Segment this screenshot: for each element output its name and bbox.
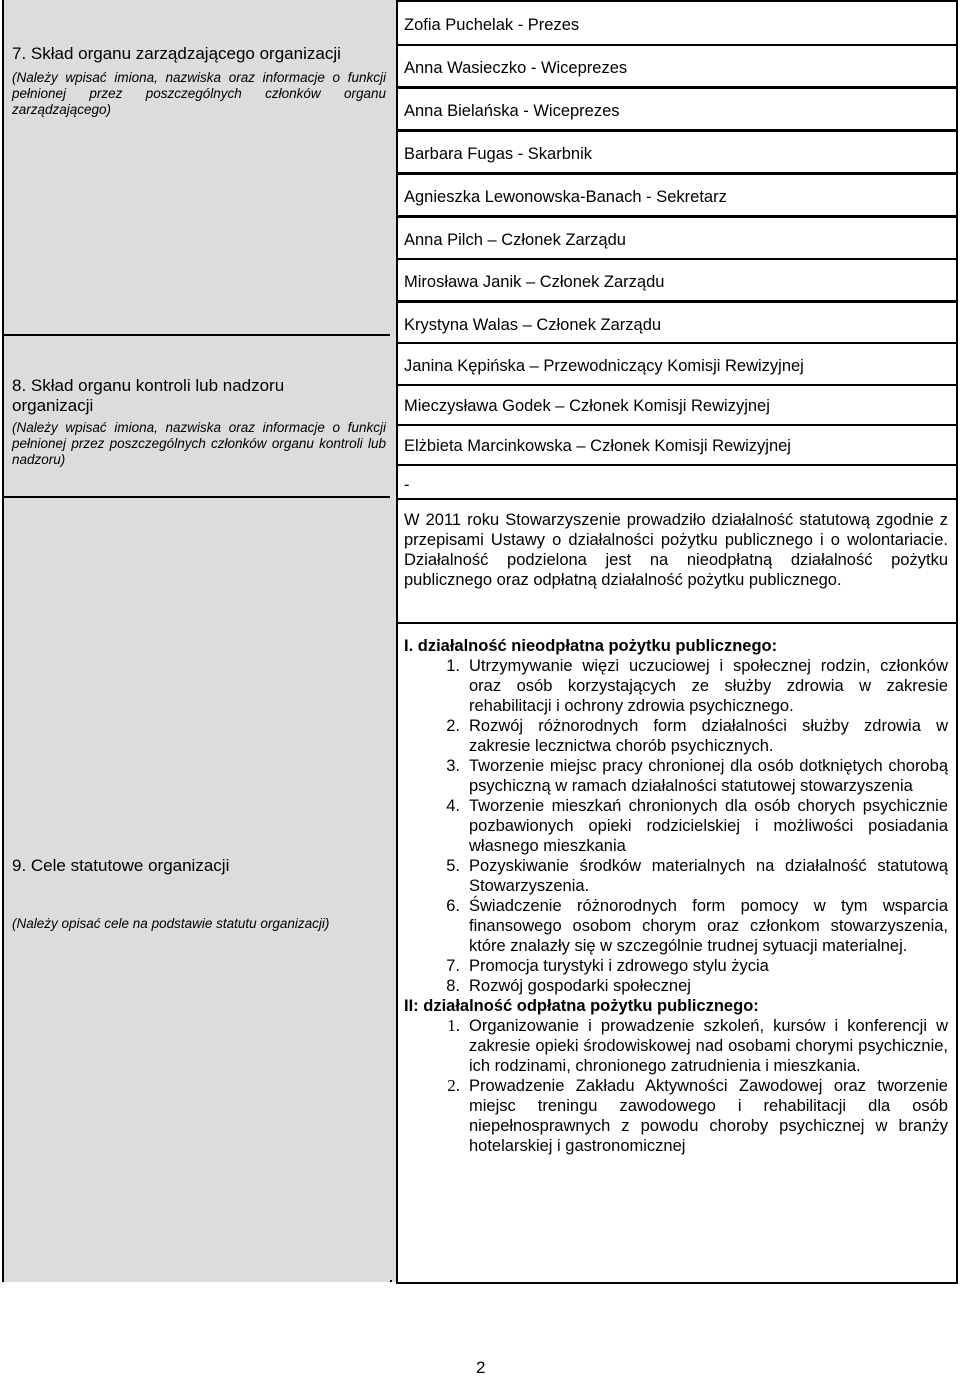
paid-list xyxy=(404,1016,948,1156)
section8-label-cell xyxy=(4,338,390,498)
right-column xyxy=(392,0,958,1282)
item-number: 5. xyxy=(446,857,460,875)
list-item xyxy=(404,956,948,976)
member-field xyxy=(396,44,958,88)
list-item xyxy=(404,796,948,856)
list-item xyxy=(404,716,948,756)
item-text: Pozyskiwanie środków materialnych na działalność statutową Stowarzyszenia. xyxy=(469,857,948,895)
auditor-text: Janina Kępińska – Przewodniczący Komisji Rewizyjnej xyxy=(404,357,804,375)
item-text: Promocja turystyki i zdrowego stylu życia xyxy=(469,957,769,975)
list-item xyxy=(404,1016,948,1076)
item-number: 1. xyxy=(447,1016,460,1035)
item-number: 3. xyxy=(446,757,460,775)
goals-intro-field xyxy=(396,498,958,624)
list-item xyxy=(404,896,948,956)
auditor-text: - xyxy=(404,476,410,494)
member-field xyxy=(396,216,958,260)
page-number: 2 xyxy=(476,1358,486,1377)
form-table xyxy=(2,0,958,1282)
member-text: Zofia Puchelak - Prezes xyxy=(404,16,580,34)
item-text: Rozwój gospodarki społecznej xyxy=(469,977,691,995)
member-text: Anna Wasieczko - Wiceprezes xyxy=(404,59,628,77)
member-field xyxy=(396,173,958,217)
item-number: 6. xyxy=(446,897,460,915)
item-number: 7. xyxy=(446,957,460,975)
member-field xyxy=(396,87,958,131)
item-number: 2. xyxy=(446,717,460,735)
paid-heading: II: działalność odpłatna pożytku publicznego: xyxy=(404,997,759,1015)
section7-label-cell xyxy=(4,0,390,336)
member-field xyxy=(396,258,958,302)
auditor-field xyxy=(396,464,958,500)
item-text: Rozwój różnorodnych form działalności służby zdrowia w zakresie lecznictwa chorób psychicznych. xyxy=(469,717,948,755)
member-field xyxy=(396,301,958,345)
item-text: Utrzymywanie więzi uczuciowej i społecznej rodzin, członków oraz osób korzystających ze służby zdrowia w zakresie rehabilitacji i ochrony zdrowia psychicznego. xyxy=(469,657,948,715)
item-text: Organizowanie i prowadzenie szkoleń, kursów i konferencji w zakresie opieki środowiskowej nad osobami chorymi psychicznie, ich rodzinami, chronionego zatrudnienia i mieszkania. xyxy=(469,1017,948,1075)
section8-note: (Należy wpisać imiona, nazwiska oraz informacje o funkcji pełnionej przez poszczególnych członków organu kontroli lub nadzoru) xyxy=(12,420,386,467)
item-number: 2. xyxy=(447,1076,460,1095)
section9-label-cell xyxy=(4,500,390,1282)
auditor-field xyxy=(396,342,958,386)
member-field xyxy=(396,130,958,174)
section7-title: 7. Skład organu zarządzającego organizacji xyxy=(12,44,341,63)
item-text: Tworzenie mieszkań chronionych dla osób chorych psychicznie pozbawionych opieki rodzicielskiej i możliwości posiadania własnego mieszkania xyxy=(469,797,948,855)
item-text: Prowadzenie Zakładu Aktywności Zawodowej oraz tworzenie miejsc treningu zawodowego i rehabilitacji dla osób niepełnosprawnych z powodu choroby psychicznej w branży hotelarskiej i gastronomicznej xyxy=(469,1077,948,1155)
section9-title: 9. Cele statutowe organizacji xyxy=(12,856,230,875)
list-item xyxy=(404,656,948,716)
auditor-text: Mieczysława Godek – Członek Komisji Rewizyjnej xyxy=(404,397,770,415)
member-text: Barbara Fugas - Skarbnik xyxy=(404,145,593,163)
member-field xyxy=(396,0,958,46)
member-text: Mirosława Janik – Członek Zarządu xyxy=(404,273,665,291)
unpaid-heading: I. działalność nieodpłatna pożytku publicznego: xyxy=(404,637,778,655)
member-text: Agnieszka Lewonowska-Banach - Sekretarz xyxy=(404,188,727,206)
item-text: Świadczenie różnorodnych form pomocy w tym wsparcia finansowego osobom chorym oraz członkom stowarzyszenia, które znalazły się w szczególnie trudnej sytuacji materialnej. xyxy=(469,897,948,955)
goals-list-field xyxy=(396,622,958,1284)
auditor-field xyxy=(396,424,958,466)
item-number: 1. xyxy=(446,657,460,675)
list-item xyxy=(404,976,948,996)
list-item xyxy=(404,1076,948,1156)
list-item xyxy=(404,856,948,896)
section7-note: (Należy wpisać imiona, nazwiska oraz informacje o funkcji pełnionej przez poszczególnych członków organu zarządzającego) xyxy=(12,70,386,117)
list-item xyxy=(404,756,948,796)
section8-title: 8. Skład organu kontroli lub nadzoru organizacji xyxy=(12,376,285,415)
auditor-field xyxy=(396,384,958,426)
member-text: Anna Pilch – Członek Zarządu xyxy=(404,231,626,249)
goals-intro-text: W 2011 roku Stowarzyszenie prowadziło działalność statutową zgodnie z przepisami Ustawy o działalności pożytku publicznego i o wolontariacie. Działalność podzielona jest na nieodpłatną działalność pożytku publicznego oraz odpłatną działalność pożytku publicznego. xyxy=(404,511,948,589)
member-text: Krystyna Walas – Członek Zarządu xyxy=(404,316,662,334)
unpaid-list xyxy=(404,656,948,996)
item-text: Tworzenie miejsc pracy chronionej dla osób dotkniętych chorobą psychiczną w ramach działalności statutowej stowarzyszenia xyxy=(469,757,948,795)
auditor-text: Elżbieta Marcinkowska – Członek Komisji Rewizyjnej xyxy=(404,437,791,455)
item-number: 8. xyxy=(446,977,460,995)
section9-note: (Należy opisać cele na podstawie statutu organizacji) xyxy=(12,916,330,931)
item-number: 4. xyxy=(446,797,460,815)
member-text: Anna Bielańska - Wiceprezes xyxy=(404,102,620,120)
